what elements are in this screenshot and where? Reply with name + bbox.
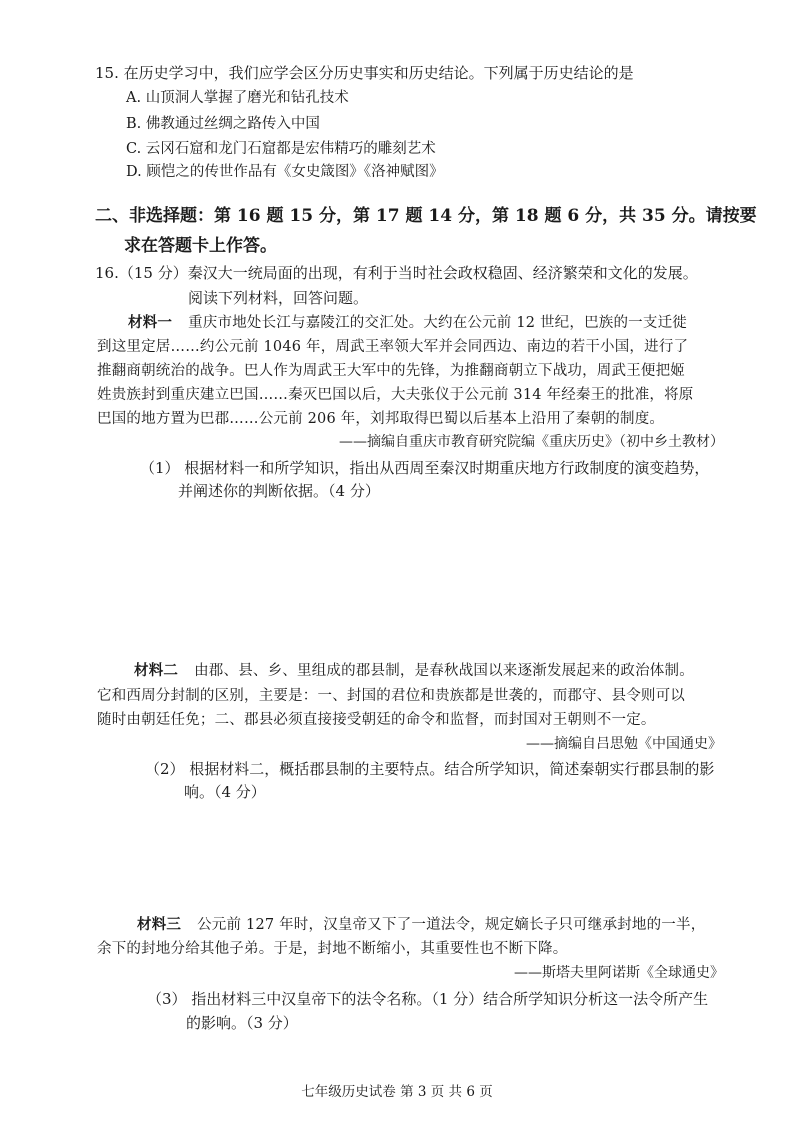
material2-source: ——摘编自吕思勉《中国通史》 — [526, 736, 722, 752]
material3-first-line — [137, 914, 705, 936]
material1-line4: 姓贵族封到重庆建立巴国……秦灭巴国以后，大夫张仪于公元前 314 年经秦王的批准，将原 — [97, 387, 694, 403]
sub2-line2: 响。（4 分） — [184, 783, 266, 801]
q16-intro-line2: 阅读下列材料，回答问题。 — [188, 289, 369, 307]
material1-line3: 推翻商朝统治的战争。巴人作为周武王大军中的先锋，为推翻商朝立下战功，周武王便把姬 — [97, 363, 685, 379]
material2-line3: 随时由朝廷任免；二、郡县必须直接接受朝廷的命令和监督，而封国对王朝则不一定。 — [97, 712, 656, 728]
q15-option-c: C. 云冈石窟和龙门石窟都是宏伟精巧的雕刻艺术 — [126, 141, 436, 157]
material2-line2: 它和西周分封制的区别，主要是：一、封国的君位和贵族都是世袭的，而郡守、县令则可以 — [97, 688, 685, 704]
q15-stem: 15. 在历史学习中，我们应学会区分历史事实和历史结论。下列属于历史结论的是 — [95, 64, 634, 82]
sub1-line1: （1） 根据材料一和所学知识，指出从西周至秦汉时期重庆地方行政制度的演变趋势， — [140, 459, 710, 477]
section-heading-line1: 二、非选择题：第 16 题 15 分，第 17 题 14 分，第 18 题 6 分，共 35 分。请按要 — [95, 206, 757, 226]
material1-line2: 到这里定居……约公元前 1046 年，周武王率领大军并会同西边、南边的若干小国，进行了 — [97, 339, 689, 355]
q15-option-b: B. 佛教通过丝绸之路传入中国 — [126, 116, 320, 132]
material1-first-line — [128, 312, 687, 334]
sub3-line1: （3） 指出材料三中汉皇帝下的法令名称。（1 分）结合所学知识分析这一法令所产生 — [147, 990, 709, 1008]
material1-source: ——摘编自重庆市教育研究院编《重庆历史》（初中乡土教材） — [339, 434, 724, 450]
material2-first-line — [134, 660, 694, 682]
sub2-line1: （2） 根据材料二，概括郡县制的主要特点。结合所学知识，简述秦朝实行郡县制的影 — [145, 760, 715, 778]
material2-label: 材料二 — [134, 662, 179, 679]
q15-option-d: D. 顾恺之的传世作品有《女史箴图》《洛神赋图》 — [126, 164, 444, 180]
material3-label: 材料三 — [137, 916, 182, 933]
material1-label: 材料一 — [128, 314, 173, 331]
material3-source: ——斯塔夫里阿诺斯《全球通史》 — [514, 965, 724, 981]
section-heading-line2: 求在答题卡上作答。 — [124, 236, 277, 256]
sub1-line2: 并阐述你的判断依据。（4 分） — [178, 482, 380, 500]
q16-intro-line1: 16.（15 分）秦汉大一统局面的出现，有利于当时社会政权稳固、经济繁荣和文化的发展。 — [95, 264, 698, 282]
q15-option-a: A. 山顶洞人掌握了磨光和钻孔技术 — [126, 90, 349, 106]
material3-line1: 公元前 127 年时，汉皇帝又下了一道法令，规定嫡长子只可继承封地的一半， — [197, 917, 706, 933]
page-footer: 七年级历史试卷 第 3 页 共 6 页 — [301, 1084, 493, 1100]
sub3-line2: 的影响。（3 分） — [186, 1014, 298, 1032]
material1-line5: 巴国的地方置为巴郡……公元前 206 年，刘邦取得巴蜀以后基本上沿用了秦朝的制度。 — [97, 411, 665, 427]
material2-line1: 由郡、县、乡、里组成的郡县制，是春秋战国以来逐渐发展起来的政治体制。 — [194, 663, 694, 679]
material3-line2: 余下的封地分给其他子弟。于是，封地不断缩小，其重要性也不断下降。 — [97, 941, 568, 957]
material1-line1: 重庆市地处长江与嘉陵江的交汇处。大约在公元前 12 世纪，巴族的一支迁徙 — [188, 315, 687, 331]
